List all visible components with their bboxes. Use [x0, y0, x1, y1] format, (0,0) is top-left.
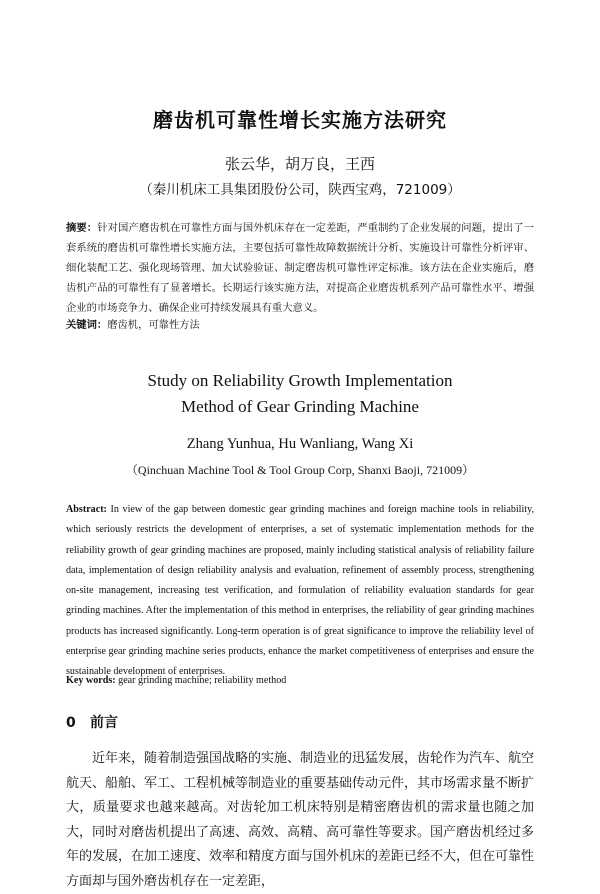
section-title: 前言: [90, 715, 118, 731]
zh-keywords-text: 磨齿机，可靠性方法: [107, 319, 200, 331]
zh-title: 磨齿机可靠性增长实施方法研究: [153, 108, 447, 132]
en-abstract-label: Abstract:: [66, 504, 107, 515]
zh-keywords: [66, 316, 534, 334]
en-affiliation: （Qinchuan Machine Tool & Tool Group Corp, Shanxi Baoji, 721009）: [125, 463, 475, 477]
body-paragraph: 近年来，随着制造强国战略的实施、制造业的迅猛发展，齿轮作为汽车、航空航天、船舶、军工、工程机械等制造业的重要基础传动元件，其市场需求量不断扩大，质量要求也越来越高。对齿轮加工机床特别是精密磨齿机的需求量也随之加大，同时对磨齿机提出了高速、高效、高精、高可靠性等要求。国产磨齿机经过多年的发展，在加工速度、效率和精度方面与国外机床的差距已经不大，但在可靠性方面却与国外磨齿机存在一定差距，: [66, 751, 535, 889]
en-title: [0, 368, 600, 420]
en-authors: Zhang Yunhua, Hu Wanliang, Wang Xi: [186, 436, 414, 452]
section-heading: [66, 712, 118, 732]
section-number: 0: [66, 715, 76, 731]
en-keywords-label: Key words:: [66, 675, 116, 686]
en-title-line1: Study on Reliability Growth Implementation: [147, 371, 453, 390]
en-keywords-text: gear grinding machine; reliability method: [115, 675, 287, 686]
zh-abstract-text: 针对国产磨齿机在可靠性方面与国外机床存在一定差距，严重制约了企业发展的问题，提出了一套系统的磨齿机可靠性增长实施方法，主要包括可靠性故障数据统计分析、实施设计可靠性分析评审、细化装配工艺、强化现场管理、加大试验验证、制定磨齿机可靠性评定标准。该方法在企业实施后，磨齿机产品的可靠性有了显著增长。长期运行该实施方法，对提高企业磨齿机系列产品可靠性水平、增强企业的市场竞争力、确保企业可持续发展具有重大意义。: [66, 222, 535, 314]
zh-affiliation: （秦川机床工具集团股份公司，陕西宝鸡，721009）: [139, 182, 461, 198]
zh-abstract: [66, 218, 534, 318]
zh-authors: 张云华，胡万良，王西: [224, 155, 375, 173]
zh-abstract-label: 摘要：: [66, 222, 98, 234]
en-abstract-text: In view of the gap between domestic gear grinding machines and foreign machine tools in reliability, which seriously restricts the development of enterprises, a set of systematic implementation methods for the reliability growth of gear grinding machines are proposed, mainly including statistical analysis of reliability failure data, implementation of design reliability analysis and evaluation, refinement of assembly process, strengthening on-site management, increasing test verification, and formulation of reliability evaluation standards for gear grinding machines. After the implementation of this method in enterprises, the reliability of gear grinding machines products has increased significantly. Long-term operation is of great significance to improve the reliability level of enterprise gear grinding machine series products, enhance the market competitiveness of enterprises and ensure the sustainable development of enterprises.: [66, 504, 534, 678]
zh-keywords-label: 关键词：: [66, 319, 108, 331]
en-keywords: [66, 672, 534, 690]
en-title-line2: Method of Gear Grinding Machine: [181, 397, 419, 416]
en-abstract: [66, 500, 534, 683]
